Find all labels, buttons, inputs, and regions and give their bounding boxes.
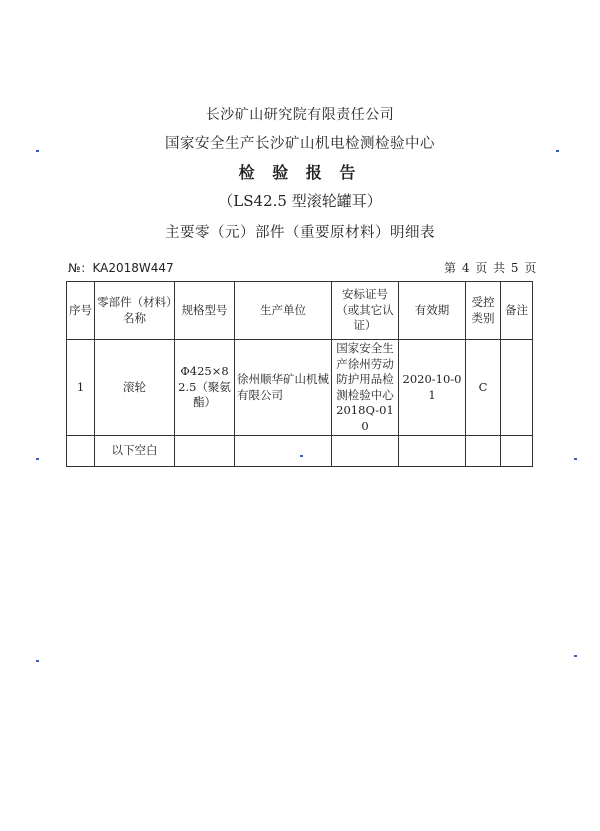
- cell-spec: Φ425×82.5（聚氨酯）: [175, 340, 235, 436]
- parts-table: [66, 281, 533, 467]
- table-row-blank: [67, 436, 533, 467]
- report-number: №：KA2018W447: [68, 261, 174, 275]
- scan-speck: [36, 458, 39, 460]
- page-info: 第 4 页 共 5 页: [444, 261, 538, 275]
- cell-maker: 徐州顺华矿山机械有限公司: [235, 340, 332, 436]
- cell-name: 滚轮: [95, 340, 175, 436]
- report-title: 检 验 报 告: [238, 163, 362, 182]
- scan-speck: [556, 150, 559, 152]
- cell-note: [501, 340, 533, 436]
- scan-speck: [300, 455, 303, 457]
- scan-speck: [574, 655, 577, 657]
- col-header-category: 受控类别: [466, 282, 501, 340]
- product-name: （LS42.5 型滚轮罐耳）: [218, 192, 382, 210]
- blank-below-label: 以下空白: [95, 436, 175, 467]
- cell-cert: 国家安全生产徐州劳动防护用品检测检验中心2018Q-010: [332, 340, 399, 436]
- col-header-seq: 序号: [67, 282, 95, 340]
- col-header-valid: 有效期: [399, 282, 466, 340]
- scan-speck: [36, 150, 39, 152]
- cell-category: C: [466, 340, 501, 436]
- table-header-row: [67, 282, 533, 340]
- scan-speck: [574, 458, 577, 460]
- col-header-note: 备注: [501, 282, 533, 340]
- col-header-cert: 安标证号（或其它认证）: [332, 282, 399, 340]
- col-header-name: 零部件（材料）名称: [95, 282, 175, 340]
- table-title: 主要零（元）部件（重要原材料）明细表: [165, 225, 435, 241]
- col-header-spec: 规格型号: [175, 282, 235, 340]
- col-header-maker: 生产单位: [235, 282, 332, 340]
- org-name-line1: 长沙矿山研究院有限责任公司: [205, 107, 395, 123]
- table-row: [67, 340, 533, 436]
- cell-valid: 2020-10-01: [399, 340, 466, 436]
- cell-seq: 1: [67, 340, 95, 436]
- org-name-line2: 国家安全生产长沙矿山机电检测检验中心: [165, 136, 435, 152]
- scan-speck: [36, 660, 39, 662]
